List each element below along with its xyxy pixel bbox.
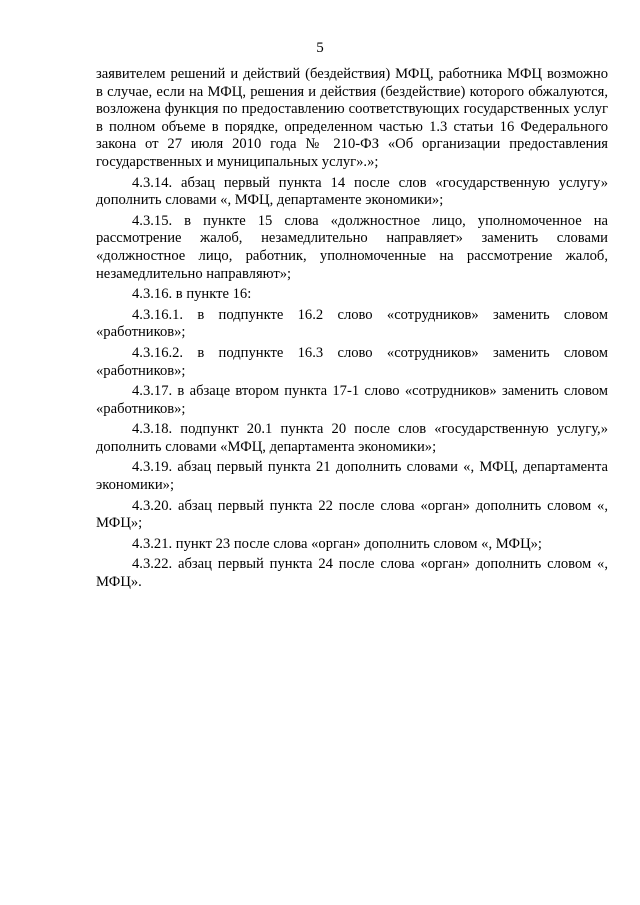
paragraph-4-3-14: 4.3.14. абзац первый пункта 14 после слов «государственную услугу» дополнить словами «, МФЦ, департаменте экономики»; bbox=[96, 174, 608, 209]
page-number: 5 bbox=[316, 40, 324, 56]
paragraph-4-3-15: 4.3.15. в пункте 15 слова «должностное лицо, уполномоченное на рассмотрение жалоб, незамедлительно направляет» заменить словами «должностное лицо, работник, уполномоченные на рассмотрение жалоб, незамедлительно направляют»; bbox=[96, 212, 608, 282]
paragraph-4-3-22: 4.3.22. абзац первый пункта 24 после слова «орган» дополнить словом «, МФЦ». bbox=[96, 556, 608, 591]
paragraph-4-3-16: 4.3.16. в пункте 16: bbox=[132, 286, 252, 303]
paragraph-4-3-16-1: 4.3.16.1. в подпункте 16.2 слово «сотрудников» заменить словом «работников»; bbox=[96, 306, 608, 341]
paragraph-4-3-16-2: 4.3.16.2. в подпункте 16.3 слово «сотрудников» заменить словом «работников»; bbox=[96, 344, 608, 379]
paragraph-4-3-18: 4.3.18. подпункт 20.1 пункта 20 после слов «государственную услугу,» дополнить словами «МФЦ, департамента экономики»; bbox=[96, 421, 608, 455]
paragraph-continuation: заявителем решений и действий (бездействия) МФЦ, работника МФЦ возможно в случае, если на МФЦ, решения и действия (бездействие) которого обжалуются, возложена функция по предоставлению соответствующих государственных услуг в полном объеме в порядке, определенном частью 1.3 статьи 16 Федерального закона от 27 июля 2010 года № 210-ФЗ «Об организации предоставления государственных и муниципальных услуг».»; bbox=[96, 66, 608, 170]
paragraph-4-3-21: 4.3.21. пункт 23 после слова «орган» дополнить словом «, МФЦ»; bbox=[132, 535, 542, 552]
paragraph-4-3-17: 4.3.17. в абзаце втором пункта 17-1 слово «сотрудников» заменить словом «работников»; bbox=[96, 383, 608, 417]
paragraph-4-3-20: 4.3.20. абзац первый пункта 22 после слова «орган» дополнить словом «, МФЦ»; bbox=[96, 497, 608, 532]
document-body bbox=[96, 66, 608, 595]
paragraph-4-3-19: 4.3.19. абзац первый пункта 21 дополнить словами «, МФЦ, департамента экономики»; bbox=[96, 459, 608, 494]
